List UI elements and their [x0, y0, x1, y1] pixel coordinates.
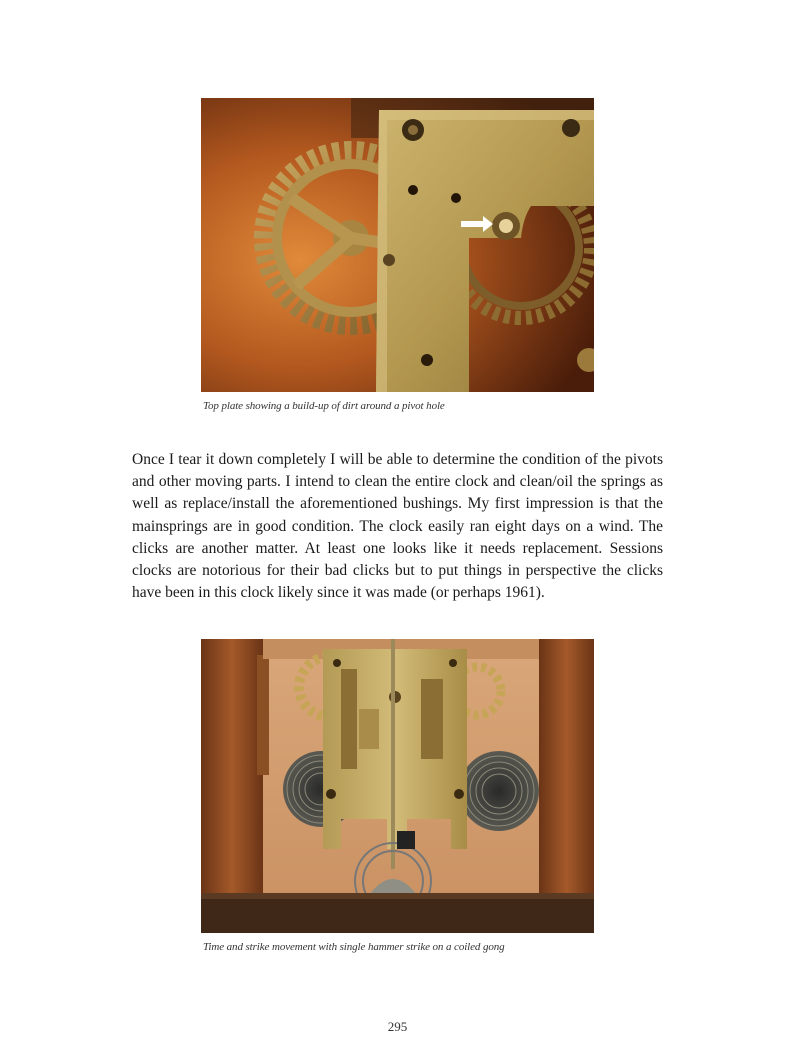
photo-clock-movement [201, 639, 594, 933]
top-plate-illustration [201, 98, 594, 392]
photo-top-plate [201, 98, 594, 392]
figure-caption: Time and strike movement with single hammer strike on a coiled gong [203, 941, 505, 953]
figure-caption: Top plate showing a build-up of dirt around a pivot hole [203, 400, 445, 412]
mainspring-right [459, 751, 539, 831]
clock-movement-illustration [201, 639, 594, 933]
body-paragraph: Once I tear it down completely I will be able to determine the condition of the pivots and other moving parts. I intend to clean the entire clock and clean/oil the springs as well as replace/install the aforementioned bushings. My first impression is that the mainsprings are in good condition. The clock easily ran eight days on a wind. The clicks are another matter. At least one looks like it needs replacement. Sessions clocks are notorious for their bad clicks but to put things in perspective the clicks have been in this clock likely since it was made (or perhaps 1961). [132, 451, 663, 602]
page-number: 295 [387, 1019, 408, 1034]
